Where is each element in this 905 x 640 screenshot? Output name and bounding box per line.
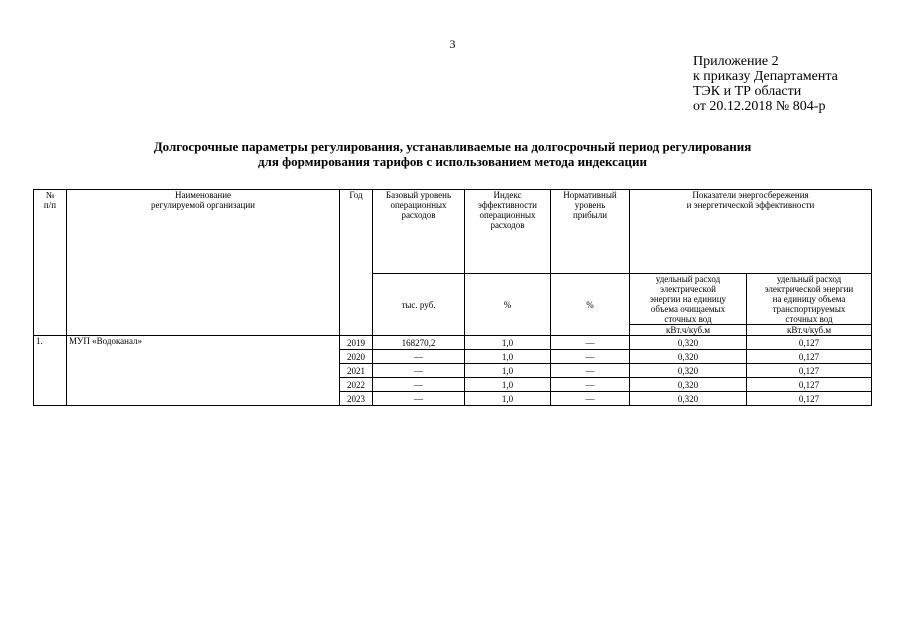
title-line-1: Долгосрочные параметры регулирования, устанавливаемые на долгосрочный период регулирования [153,139,752,154]
table-row [34,336,872,350]
org-name: МУП «Водоканал» [67,336,340,406]
page-number: 3 [449,37,456,51]
header-organization: Наименование регулируемой организации [67,190,340,336]
row-energy1: 0,320 [630,364,747,378]
row-energy2: 0,127 [747,336,872,350]
header-number: № п/п [34,190,67,336]
row-base-cost: — [373,378,465,392]
appendix-line: Приложение 2 [693,54,779,69]
unit-energy1: кВт.ч/куб.м [630,324,746,335]
title-line-2: для формирования тарифов с использованием метода индексации [257,154,648,169]
row-profit-level: — [551,392,630,406]
row-base-cost: — [373,392,465,406]
row-year: 2020 [340,350,373,364]
row-efficiency-index: 1,0 [465,364,551,378]
parameters-table [33,189,872,406]
unit-efficiency-index: % [465,274,551,336]
row-profit-level: — [551,350,630,364]
row-energy2: 0,127 [747,364,872,378]
row-energy1: 0,320 [630,350,747,364]
header-energy-indicators: Показатели энергосбережения и энергетической эффективности [630,190,872,274]
row-efficiency-index: 1,0 [465,392,551,406]
row-year: 2022 [340,378,373,392]
unit-base-cost: тыс. руб. [373,274,465,336]
row-energy2: 0,127 [747,378,872,392]
row-energy1: 0,320 [630,392,747,406]
header-base-cost: Базовый уровень операционных расходов [373,190,465,274]
row-energy1: 0,320 [630,336,747,350]
document-title [0,139,905,169]
row-base-cost: 168270,2 [373,336,465,350]
row-energy1: 0,320 [630,378,747,392]
header-profit-level: Нормативный уровень прибыли [551,190,630,274]
row-profit-level: — [551,336,630,350]
row-profit-level: — [551,364,630,378]
row-base-cost: — [373,350,465,364]
appendix-line: от 20.12.2018 № 804-р [693,99,826,114]
org-number: 1. [34,336,67,406]
row-efficiency-index: 1,0 [465,378,551,392]
row-energy2: 0,127 [747,350,872,364]
row-profit-level: — [551,378,630,392]
row-year: 2021 [340,364,373,378]
row-energy2: 0,127 [747,392,872,406]
header-year: Год [340,190,373,336]
appendix-note [693,54,838,114]
unit-energy2: кВт.ч/куб.м [747,324,871,335]
header-energy-sub1: удельный расход электрической энергии на единицу объема очищаемых сточных вод кВт.ч/куб.м [630,274,747,336]
unit-profit-level: % [551,274,630,336]
row-year: 2019 [340,336,373,350]
appendix-line: ТЭК и ТР области [693,84,802,99]
header-energy-sub2: удельный расход электрической энергии на единицу объема транспортируемых сточных вод кВт.ч/куб.м [747,274,872,336]
appendix-line: к приказу Департамента [693,69,838,84]
row-efficiency-index: 1,0 [465,350,551,364]
row-efficiency-index: 1,0 [465,336,551,350]
row-base-cost: — [373,364,465,378]
row-year: 2023 [340,392,373,406]
header-efficiency-index: Индекс эффективности операционных расходов [465,190,551,274]
